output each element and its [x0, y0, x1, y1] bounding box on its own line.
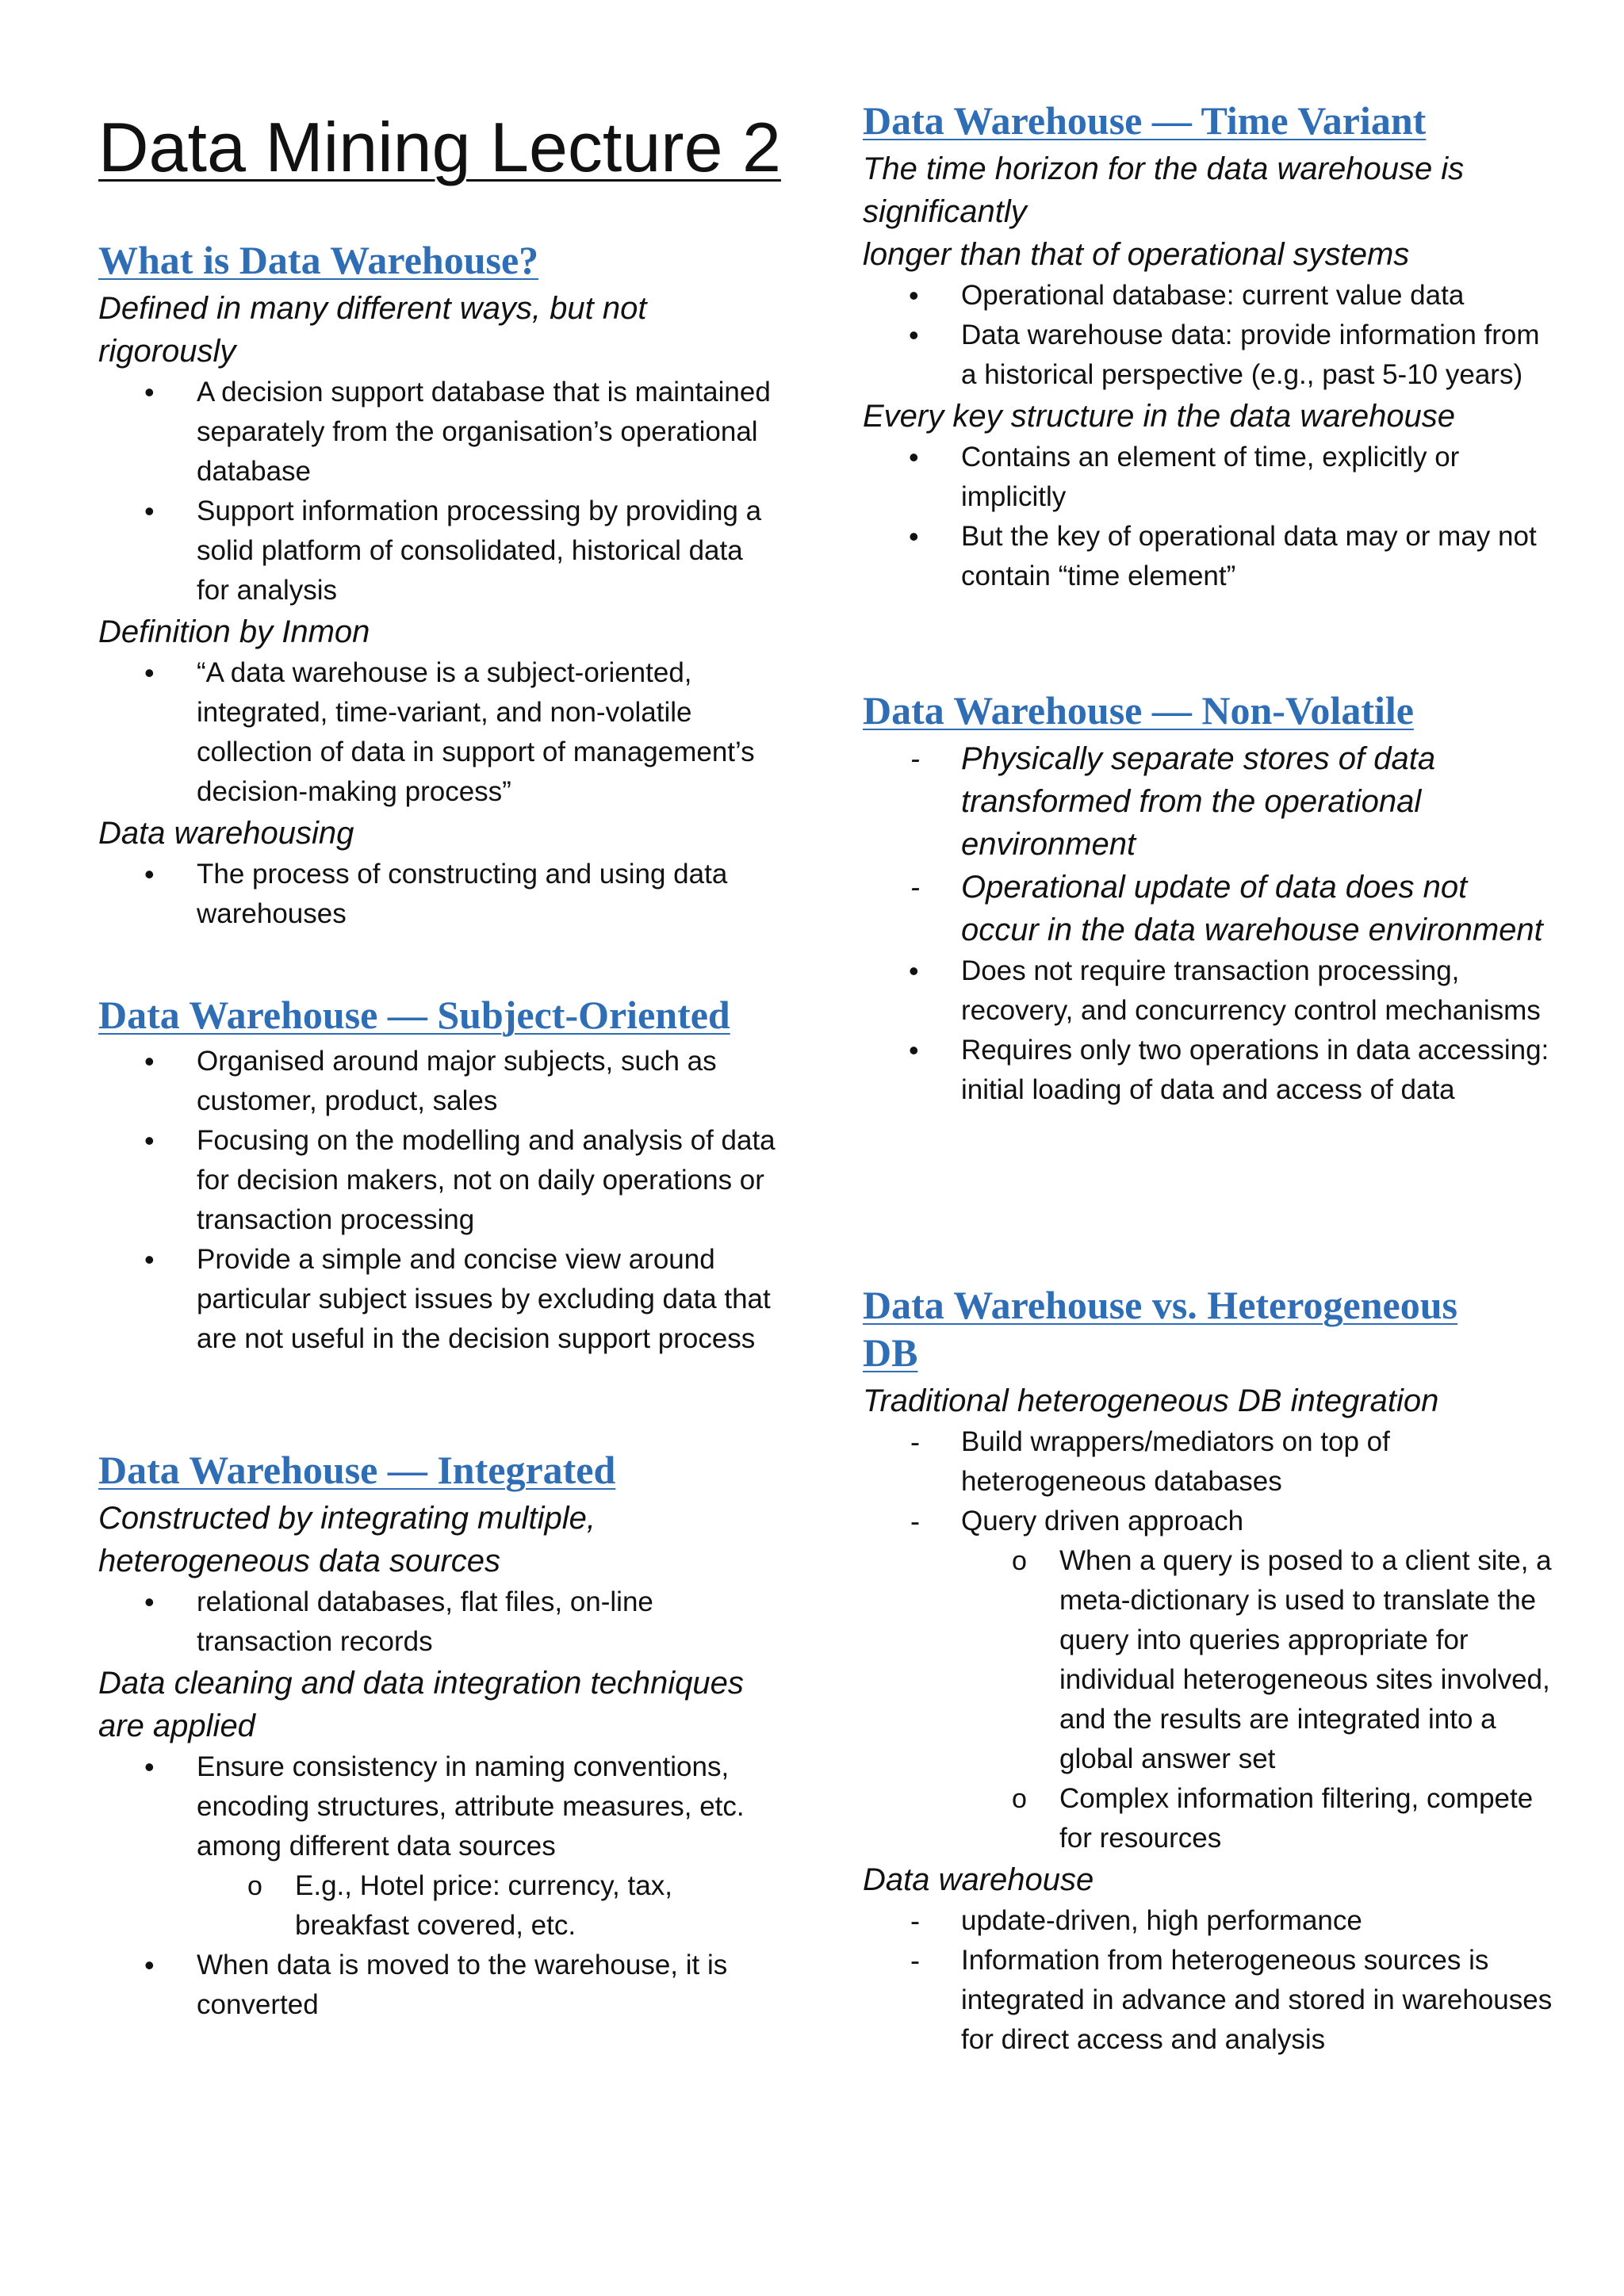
bullet-item: • Organised around major subjects, such as customer, product, sales — [98, 1042, 780, 1121]
section-heading: What is Data Warehouse? — [98, 238, 539, 282]
bullet-list — [98, 1582, 780, 1662]
bullet-list — [98, 373, 780, 610]
subheading: Data cleaning and data integration techniques are applied — [98, 1666, 744, 1743]
section-heading: Data Warehouse vs. Heterogeneous DB — [863, 1283, 1457, 1375]
bullet-list — [863, 951, 1553, 1110]
section-subject-oriented — [98, 991, 780, 1359]
subheading: Data warehousing — [98, 816, 354, 851]
dash-item: - update-driven, high performance — [863, 1901, 1553, 1941]
bullet-item: • Provide a simple and concise view around particular subject issues by excluding data that are not useful in the decision support process — [98, 1240, 780, 1359]
sub-bullet-item: o E.g., Hotel price: currency, tax, breakfast covered, etc. — [98, 1866, 780, 1946]
sub-bullet-item: o When a query is posed to a client site, a meta-dictionary is used to translate the query into queries appropriate for individual heterogeneous sites involved, and the results are integrated into a global answer set — [863, 1541, 1553, 1779]
bullet-list — [863, 276, 1553, 395]
dash-item: - Build wrappers/mediators on top of heterogeneous databases — [863, 1422, 1553, 1502]
bullet-item: • Ensure consistency in naming conventions, encoding structures, attribute measures, etc. among different data sources — [98, 1747, 780, 1866]
section-integrated — [98, 1446, 780, 2025]
bullet-item: • But the key of operational data may or may not contain “time element” — [863, 517, 1553, 596]
subheading: The time horizon for the data warehouse is significantly — [863, 151, 1465, 229]
section-heading: Data Warehouse — Time Variant — [863, 98, 1427, 143]
dash-item: - Operational update of data does not occur in the data warehouse environment — [863, 866, 1553, 951]
subheading: Definition by Inmon — [98, 614, 370, 649]
bullet-item: • Data warehouse data: provide information from a historical perspective (e.g., past 5-10 years) — [863, 316, 1553, 395]
sub-bullet-list — [863, 1541, 1553, 1858]
bullet-item: • Does not require transaction processing, recovery, and concurrency control mechanisms — [863, 951, 1553, 1031]
bullet-item: • Support information processing by providing a solid platform of consolidated, historical data for analysis — [98, 492, 780, 610]
section-heading: Data Warehouse — Non-Volatile — [863, 688, 1414, 733]
dash-list — [863, 1901, 1553, 2060]
sub-bullet-item: o Complex information filtering, compete for resources — [863, 1779, 1553, 1858]
dash-item: - Query driven approach — [863, 1502, 1553, 1541]
bullet-list — [98, 1042, 780, 1359]
document-title: Data Mining Lecture 2 — [98, 108, 781, 186]
dash-list — [863, 1422, 1553, 1541]
bullet-item: • Operational database: current value data — [863, 276, 1553, 316]
dash-list — [863, 737, 1553, 951]
bullet-item: • Contains an element of time, explicitly or implicitly — [863, 438, 1553, 517]
bullet-list — [98, 1747, 780, 1866]
subheading: Every key structure in the data warehouse — [863, 399, 1456, 434]
sub-bullet-list — [98, 1866, 780, 1946]
bullet-item: • “A data warehouse is a subject-oriented, integrated, time-variant, and non-volatile collection of data in support of management’s decision-making process” — [98, 653, 780, 812]
bullet-item: • A decision support database that is maintained separately from the organisation’s operational database — [98, 373, 780, 492]
section-heading: Data Warehouse — Subject-Oriented — [98, 993, 730, 1037]
bullet-item: • The process of constructing and using data warehouses — [98, 855, 780, 934]
bullet-item: • Focusing on the modelling and analysis of data for decision makers, not on daily operations or transaction processing — [98, 1121, 780, 1240]
bullet-list — [863, 438, 1553, 596]
section-heterogeneous-db — [863, 1281, 1553, 2060]
section-what-is-data-warehouse — [98, 236, 780, 934]
dash-item: - Information from heterogeneous sources is integrated in advance and stored in warehouses for direct access and analysis — [863, 1941, 1553, 2060]
bullet-list — [98, 1946, 780, 2025]
section-non-volatile — [863, 687, 1553, 1110]
subheading: Defined in many different ways, but not rigorously — [98, 291, 647, 369]
subheading: Data warehouse — [863, 1862, 1094, 1897]
subheading: longer than that of operational systems — [863, 237, 1410, 272]
bullet-list — [98, 855, 780, 934]
subheading: Traditional heterogeneous DB integration — [863, 1383, 1439, 1418]
bullet-item: • Requires only two operations in data accessing: initial loading of data and access of data — [863, 1031, 1553, 1110]
dash-item: - Physically separate stores of data transformed from the operational environment — [863, 737, 1553, 866]
bullet-item: • relational databases, flat files, on-line transaction records — [98, 1582, 780, 1662]
bullet-item: • When data is moved to the warehouse, it is converted — [98, 1946, 780, 2025]
subheading: Constructed by integrating multiple, heterogeneous data sources — [98, 1501, 596, 1578]
section-heading: Data Warehouse — Integrated — [98, 1448, 616, 1492]
bullet-list — [98, 653, 780, 812]
section-time-variant — [863, 97, 1553, 596]
